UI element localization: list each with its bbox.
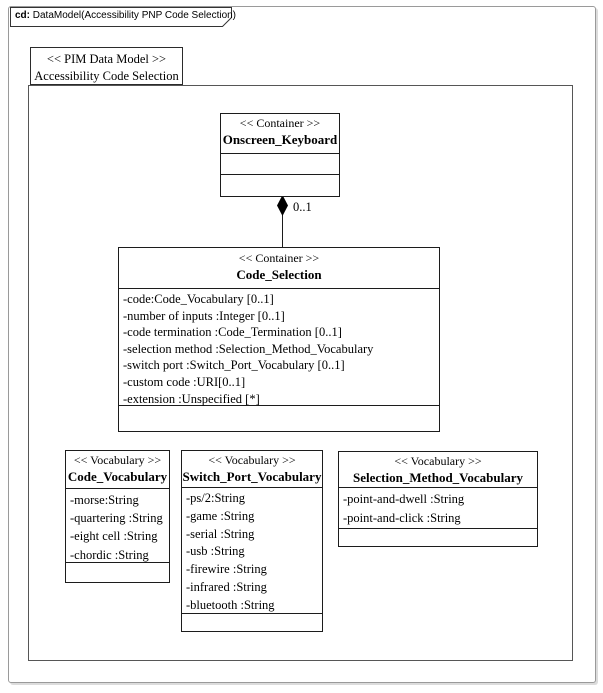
attribute-row: -chordic :String <box>70 547 149 562</box>
class-name: Selection_Method_Vocabulary <box>353 470 523 485</box>
attribute-row: -bluetooth :String <box>186 597 275 612</box>
attribute-row: -firewire :String <box>186 562 267 577</box>
operations-compartment-empty <box>119 406 439 431</box>
class-code-selection[interactable] <box>118 247 440 432</box>
attributes-compartment <box>66 489 169 563</box>
class-name: Switch_Port_Vocabulary <box>182 469 322 484</box>
class-code-vocabulary[interactable] <box>65 450 170 583</box>
frame-tab-label: DataModel(Accessibility PNP Code Selection) <box>30 10 237 21</box>
attribute-row: -custom code :URI[0..1] <box>123 374 246 389</box>
class-stereotype: << Vocabulary >> <box>73 453 162 467</box>
class-onscreen-keyboard[interactable] <box>220 113 340 197</box>
attribute-row: -infrared :String <box>186 579 267 594</box>
operations-compartment-empty <box>339 529 537 546</box>
class-stereotype: << Vocabulary >> <box>208 453 296 467</box>
class-header <box>119 248 439 289</box>
attribute-row: -quartering :String <box>70 511 163 526</box>
attribute-row: -usb :String <box>186 544 245 559</box>
class-header <box>66 451 169 489</box>
class-name: Onscreen_Keyboard <box>222 132 338 147</box>
attribute-row: -extension :Unspecified [*] <box>123 391 260 406</box>
attributes-compartment <box>119 289 439 406</box>
attribute-row: -switch port :Switch_Port_Vocabulary [0..1] <box>123 358 345 373</box>
package-stereotype: << PIM Data Model >> <box>46 52 167 66</box>
frame-tab-keyword: cd: <box>15 10 30 21</box>
class-name: Code_Vocabulary <box>67 469 168 484</box>
attributes-compartment <box>182 488 322 614</box>
class-name: Code_Selection <box>236 267 322 282</box>
attribute-row: -point-and-dwell :String <box>343 492 465 506</box>
attribute-row: -selection method :Selection_Method_Vocabulary <box>123 341 374 356</box>
class-stereotype: << Container >> <box>238 251 320 265</box>
class-header <box>339 452 537 488</box>
package-name: Accessibility Code Selection <box>34 69 179 83</box>
class-header <box>221 114 339 154</box>
attribute-row: -number of inputs :Integer [0..1] <box>123 308 285 323</box>
operations-compartment-empty <box>66 563 169 582</box>
attribute-row: -ps/2:String <box>186 491 246 505</box>
attribute-row: -morse:String <box>70 493 139 507</box>
class-stereotype: << Vocabulary >> <box>394 454 482 468</box>
class-selection-method-vocabulary[interactable] <box>338 451 538 547</box>
attribute-row: -serial :String <box>186 526 255 541</box>
attribute-row: -code termination :Code_Termination [0..1] <box>123 325 342 340</box>
class-stereotype: << Container >> <box>239 116 321 130</box>
class-switch-port-vocabulary[interactable] <box>181 450 323 632</box>
multiplicity-label: 0..1 <box>293 200 312 214</box>
attributes-compartment-empty <box>221 154 339 175</box>
attribute-row: -point-and-click :String <box>343 510 461 525</box>
package-label[interactable] <box>30 47 183 85</box>
class-header <box>182 451 322 488</box>
frame-tab-title <box>15 10 237 22</box>
attributes-compartment <box>339 488 537 529</box>
attribute-row: -eight cell :String <box>70 529 158 544</box>
attribute-row: -code:Code_Vocabulary [0..1] <box>123 292 274 306</box>
operations-compartment-empty <box>221 175 339 196</box>
operations-compartment-empty <box>182 614 322 631</box>
attribute-row: -game :String <box>186 508 255 523</box>
